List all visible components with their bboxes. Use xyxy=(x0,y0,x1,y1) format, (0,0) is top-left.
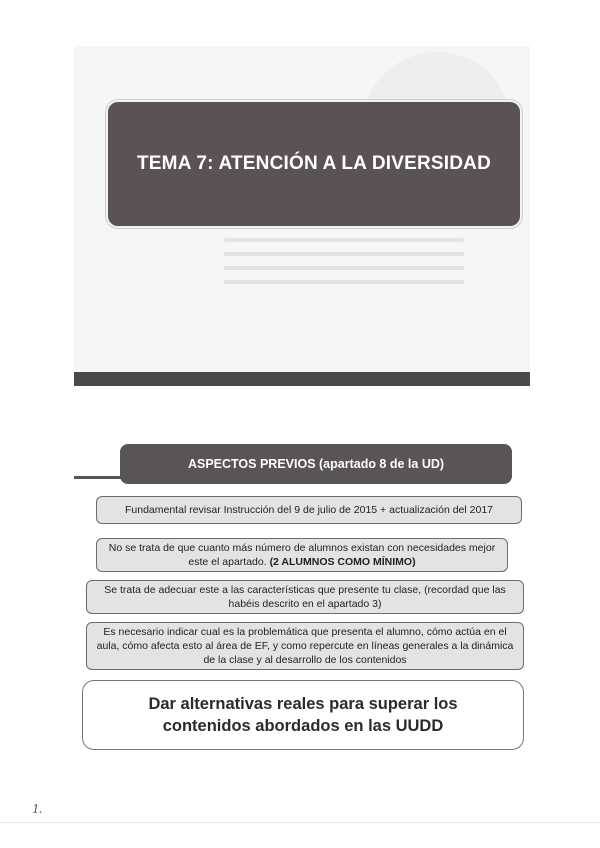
connector-line xyxy=(74,476,124,479)
bottom-divider xyxy=(0,822,600,823)
page-title: TEMA 7: ATENCIÓN A LA DIVERSIDAD xyxy=(136,153,492,174)
info-box-instruction xyxy=(96,496,522,524)
info-box-text: No se trata de que cuanto más número de alumnos existan con necesidades mejor este el apartado. xyxy=(108,542,496,568)
title-box xyxy=(106,100,522,228)
info-box-problem-description xyxy=(86,622,524,670)
faded-text-lines xyxy=(224,228,464,318)
info-box-text: Se trata de adecuar este a las características que presente tu clase, (recordad que las habéis descrito en el apartado 3) xyxy=(104,584,506,610)
page-number: 1. xyxy=(32,802,43,817)
info-box-text: Es necesario indicar cual es la problemática que presenta el alumno, cómo actúa en el aula, cómo afecta esto al área de EF, y como repercute en líneas generales a la dinámica de la clase y al desarrollo de los contenidos xyxy=(96,626,514,666)
info-box-adapt-to-class xyxy=(86,580,524,614)
info-box-content xyxy=(105,541,499,569)
conclusion-text: Dar alternativas reales para superar los contenidos abordados en las UUDD xyxy=(148,695,458,735)
divider-band xyxy=(74,372,530,386)
section-header xyxy=(120,444,512,484)
info-box-bold-text: (2 ALUMNOS COMO MÍNIMO) xyxy=(269,556,416,568)
section-header-text: ASPECTOS PREVIOS (apartado 8 de la UD) xyxy=(187,457,445,471)
info-box-text: Fundamental revisar Instrucción del 9 de julio de 2015 + actualización del 2017 xyxy=(124,504,494,516)
conclusion-box xyxy=(82,680,524,750)
info-box-number-of-students xyxy=(96,538,508,572)
